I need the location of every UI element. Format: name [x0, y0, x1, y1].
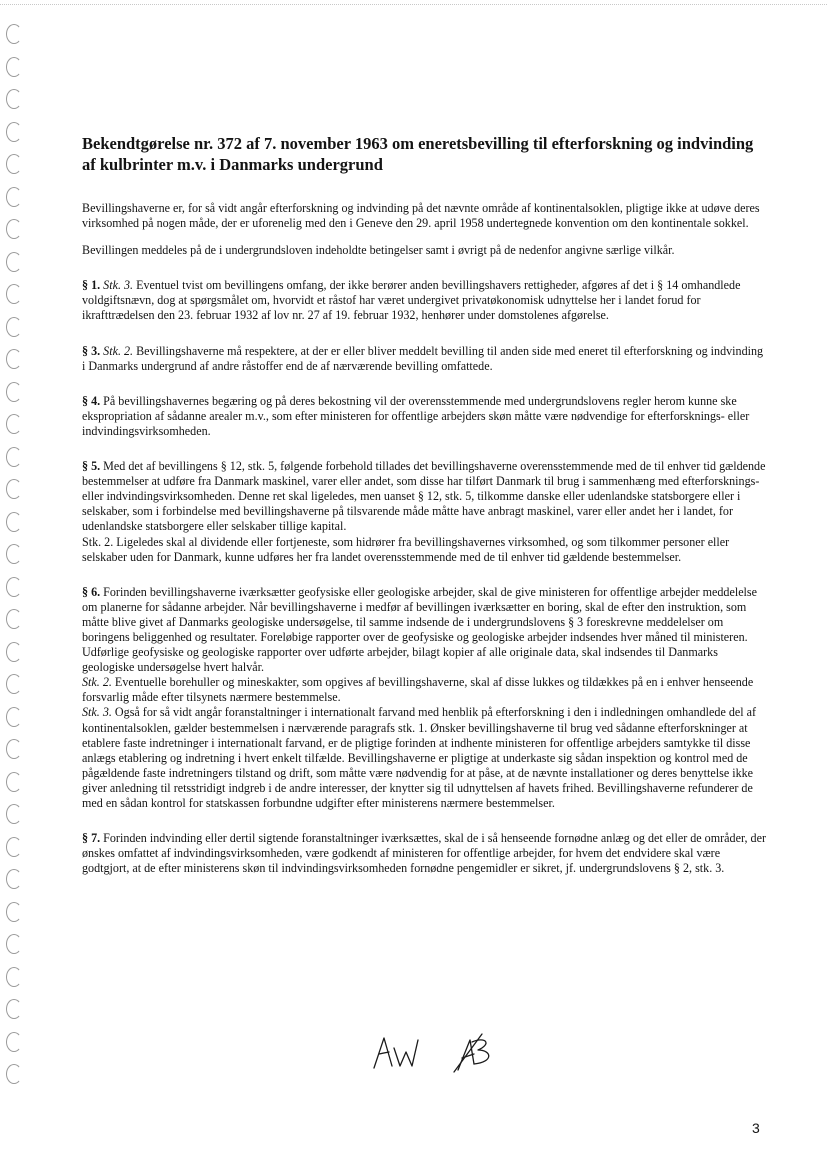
- section-text: På bevillingshavernes begæring og på deres bekostning vil der overensstemmende med undergrundslovens regler herom kunne ske ekspropriation af sådanne arealer m.v., som efter ministeren for offentlige arbejders skøn måtte være nødvendige for efterforsknings- eller indvindingsvirksomheden.: [82, 393, 750, 438]
- binder-hole: [6, 187, 22, 207]
- binder-hole: [6, 24, 22, 44]
- binder-hole: [6, 57, 22, 77]
- section-6-stk-2: Eventuelle borehuller og mineskakter, som opgives af bevillingshaverne, skal af disse lukkes og tildækkes på en i enhver henseende forsvarlig måde efter tilsynets nærmere bestemmelse.: [82, 675, 754, 705]
- section-number: § 1.: [82, 278, 101, 293]
- binder-hole: [6, 577, 22, 597]
- binder-hole: [6, 674, 22, 694]
- binder-hole: [6, 252, 22, 272]
- binder-hole: [6, 999, 22, 1019]
- handwritten-initials: [370, 1030, 500, 1074]
- section-number: § 4.: [82, 393, 101, 408]
- binder-hole: [6, 219, 22, 239]
- binder-hole: [6, 479, 22, 499]
- section-6-stk-3: Også for så vidt angår foranstaltninger i internationalt farvand med henblik på efterforskning i den i indledningen omhandlede del af kontinentalsoklen, gælder bestemmelsen i nærværende paragrafs stk. 1. Ønsker bevillingshaverne til brug ved sådanne efterforskninger at etablere faste indretninger i internationalt farvand, er de pligtige forinden at indhente ministeren for offentlige arbejders samtykke til disse anlægs etablering og indretning i hvert enkelt tilfælde. Bevillingshaverne er pligtige at underkaste sig sådan inspektion og kontrol med de pågældende faste indretningers tilstand og drift, som måtte være nødvendig for at påse, at de nævnte installationer og deres benyttelse ikke giver anledning til retsstridigt indgreb i de andre interesser, der knytter sig til udnyttelsen af havets frihed. Bevillingshaverne refunderer de med en sådan kontrol for statskassen forbundne udgifter efter ministerens nærmere bestemmelser.: [82, 705, 757, 810]
- stk-label: Stk. 2.: [103, 343, 134, 358]
- binder-hole: [6, 967, 22, 987]
- binder-hole: [6, 447, 22, 467]
- binder-hole: [6, 544, 22, 564]
- binder-hole: [6, 837, 22, 857]
- binder-hole: [6, 772, 22, 792]
- section-number: § 5.: [82, 459, 101, 474]
- initial-slash-stroke: [454, 1034, 482, 1072]
- section-text: Med det af bevillingens § 12, stk. 5, følgende forbehold tillades det bevillingshaverne overensstemmende med de til enhver tid gældende bestemmelser at udføre fra Danmark maskinel, varer eller andet, som disse har tilført Danmark til brug i sammenhæng med efterforsknings- eller indvindingsvirksomheden. Denne ret skal ligeledes, men uanset § 12, stk. 5, tilkomme danske eller udenlandske statsborgere eller i selskaber, som i forbindelse med bevillingshaverne på tilsvarende måde måtte have anbragt maskinel, varer eller andet her i landet, for udenlandske statsborgere eller selskaber tillige kapital.: [82, 459, 766, 534]
- stk-label: Stk. 2.: [82, 675, 112, 690]
- binder-hole: [6, 284, 22, 304]
- section-7: [82, 831, 766, 876]
- binder-hole: [6, 1032, 22, 1052]
- document-title: Bekendtgørelse nr. 372 af 7. november 1963 om eneretsbevilling til efterforskning og indvinding af kulbrinter m.v. i Danmarks undergrund: [82, 134, 754, 174]
- section-5: [82, 459, 766, 565]
- binder-hole: [6, 122, 22, 142]
- section-1: [82, 278, 766, 323]
- binder-hole: [6, 869, 22, 889]
- binder-hole: [6, 739, 22, 759]
- section-text: Eventuel tvist om bevillingens omfang, der ikke berører anden bevillingshavers rettigheder, afgøres af det i § 14 omhandlede voldgiftsnævn, dog at spørgsmålet om, hvorvidt et råstof har været undergivet privatøkonomisk udnyttelse her i landet forud for ikrafttrædelsen den 23. februar 1932 af lov nr. 27 af 19. februar 1932, henhører under domstolenes afgørelse.: [82, 278, 741, 323]
- document-body: [82, 133, 766, 888]
- section-3: [82, 344, 766, 374]
- intro-paragraph-1: Bevillingshaverne er, for så vidt angår efterforskning og indvinding på det nævnte område af kontinentalsoklen, pligtige ikke at udøve deres virksomhed på nogen måde, der er uforenelig med den i Geneve den 29. april 1958 undertegnede konvention om den kontinentale sokkel.: [82, 201, 760, 231]
- binder-hole: [6, 609, 22, 629]
- section-number: § 6.: [82, 584, 101, 599]
- section-5-stk-2: Stk. 2. Ligeledes skal al dividende eller fortjeneste, som hidrører fra bevillingshavernes virksomhed, og som tilkommer personer eller selskaber uden for Danmark, kunne udføres her fra landet overensstemmende med de til enhver tid gældende bestemmelser.: [82, 534, 730, 564]
- scan-edge-line: [0, 4, 827, 6]
- initial-a-stroke: [374, 1038, 392, 1068]
- binder-hole: [6, 89, 22, 109]
- binder-hole: [6, 154, 22, 174]
- binder-hole: [6, 512, 22, 532]
- stk-label: Stk. 3.: [103, 278, 134, 293]
- initial-w-stroke: [394, 1040, 418, 1066]
- binder-hole: [6, 902, 22, 922]
- binder-hole: [6, 804, 22, 824]
- stk-label: Stk. 3.: [82, 705, 112, 720]
- page-number: 3: [752, 1120, 760, 1136]
- binder-hole: [6, 414, 22, 434]
- binder-hole: [6, 934, 22, 954]
- section-text: Forinden bevillingshaverne iværksætter geofysiske eller geologiske arbejder, skal de give ministeren for offentlige arbejder meddelelse om planerne for sådanne arbejder. Når bevillingshaverne i medfør af bevillingen iværksætter en boring, skal de efter den instruktion, som måtte blive givet af Danmarks geologiske undersøgelse, til samme indsende de i undergrundslovens § 3 foreskrevne meddelelser om boringens beliggenhed og resultater. Foreløbige rapporter over de geofysiske og geologiske arbejder indsendes hver måned til ministeren. Udførlige geofysiske og geologiske rapporter over udførte arbejder, bilagt kopier af alle originale data, skal indsendes til Danmarks geologiske undersøgelse hvert halvår.: [82, 584, 757, 675]
- section-number: § 3.: [82, 343, 101, 358]
- section-6: [82, 585, 766, 811]
- binder-hole: [6, 349, 22, 369]
- binder-hole: [6, 382, 22, 402]
- section-number: § 7.: [82, 831, 101, 846]
- binder-hole: [6, 707, 22, 727]
- binder-hole: [6, 642, 22, 662]
- binder-hole: [6, 1064, 22, 1084]
- section-4: [82, 394, 766, 439]
- intro-paragraph-2: Bevillingen meddeles på de i undergrundsloven indeholdte betingelser samt i øvrigt på de nedenfor angivne særlige vilkår.: [82, 243, 675, 258]
- section-text: Forinden indvinding eller dertil sigtende foranstaltninger iværksættes, skal de i så henseende fornødne anlæg og det eller de områder, der ønskes omfattet af indvindingsvirksomheden, være godkendt af ministeren for offentlige arbejder, for hvem det endvidere skal være godtgjort, at de efter ministerens skøn til indvindingsvirksomheden fornødne pengemidler er sikret, jf. undergrundslovens § 2, stk. 3.: [82, 831, 766, 876]
- binder-hole: [6, 317, 22, 337]
- section-text: Bevillingshaverne må respektere, at der er eller bliver meddelt bevilling til anden side med eneret til efterforskning og indvinding i Danmarks undergrund af andre råstoffer end de af nærværende bevilling omfattede.: [82, 343, 764, 373]
